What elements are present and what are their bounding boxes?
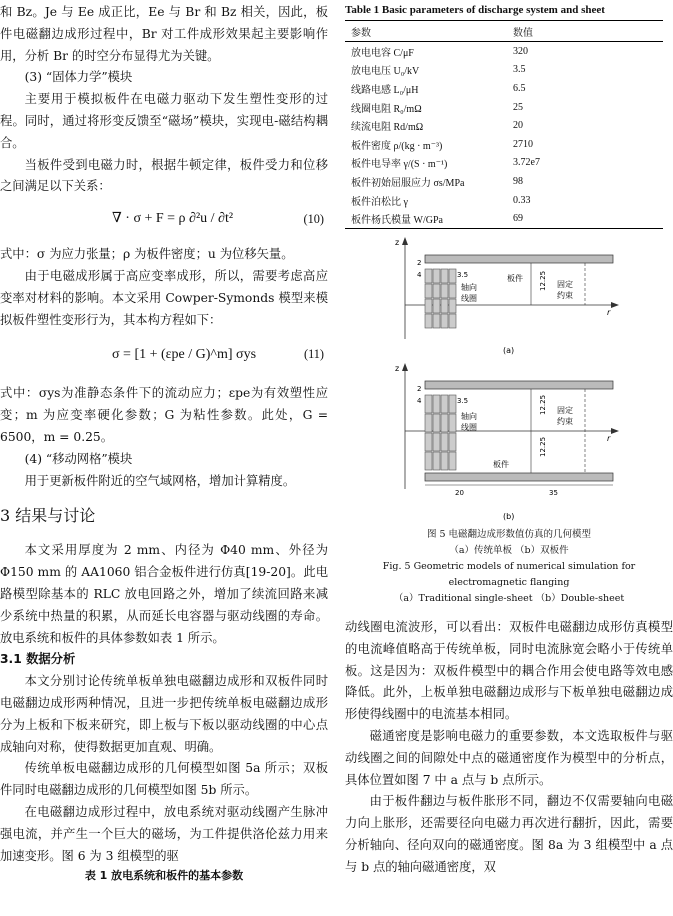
paragraph: 动线圈电流波形，可以看出：双板件电磁翻边成形仿真模型的电流峰值略高于传统单板，同时电流脉宽会略小于传统单板。这是因为：双板件模型中的耦合作用会使电路等效电感降低。此外，上板单独电磁翻边成形与下板单独电磁翻边成形使得线圈中的电流基本相同。 xyxy=(345,619,673,722)
equation-number: (11) xyxy=(303,347,324,362)
paragraph: 在电磁翻边成形过程中，放电系统对驱动线圈产生脉冲强电流，并产生一个巨大的磁场，为工件提供洛伦兹力用来加速变形。图 6 为 3 组模型的驱 xyxy=(0,804,328,863)
dim-label: 3.5 xyxy=(457,396,469,405)
table-row xyxy=(345,98,663,117)
table-cell: 320 xyxy=(513,45,528,57)
table-row xyxy=(345,209,663,228)
table-caption-cn: 表 1 放电系统和板件的基本参数 xyxy=(84,869,244,883)
paragraph: 本文分别讨论传统单板单独电磁翻边成形和双板件同时电磁翻边成形两种情况，且进一步把传统单板电磁翻边成形分为上板和下板来研究，即上板与下板以驱动线圈的中心点成轴向对称，使得数据更加直观、明确。 xyxy=(0,674,328,754)
table-cell: 3.5 xyxy=(513,64,526,76)
dim-label: 12.25 xyxy=(539,270,547,291)
figure-5a xyxy=(395,237,619,355)
table-cell: 线路电感 L₀/μH xyxy=(351,84,419,96)
table-cell: 69 xyxy=(507,209,663,228)
paragraph: 本文采用厚度为 2 mm、内径为 Φ40 mm、外径为 Φ150 mm 的 AA1060 铝合金板件进行仿真[19-20]。此电路模型除基本的 RLC 放电回路之外，增加了续流回路来减少系统中热量的积累，从而延长电容器与驱动线圈的寿命。放电系统和板件的具体参数如表 1 所示。 xyxy=(0,543,328,645)
paragraph: 由于电磁成形属于高应变率成形，所以，需要考虑高应变率对材料的影响。本文采用 Cowper-Symonds 模型来模拟板件塑性变形行为，其本构方程如下： xyxy=(0,268,328,327)
paragraph: 传统单板电磁翻边成形的几何模型如图 5a 所示；双板件同时电磁翻边成形的几何模型如图 5b 所示。 xyxy=(0,761,328,798)
sheet xyxy=(425,255,613,263)
equation-11 xyxy=(0,331,328,383)
module-heading-3: (3) “固体力学”模块 xyxy=(24,70,133,85)
table-cell: 2710 xyxy=(513,138,533,150)
sheet-label: 板件 xyxy=(507,273,523,283)
coil-label: 线圈 xyxy=(461,293,477,303)
dim-label: 3.5 xyxy=(457,270,469,279)
table-row xyxy=(345,154,663,173)
table-cell: 放电电压 U₀/kV xyxy=(351,66,420,78)
coil-label: 线圈 xyxy=(461,422,477,432)
figure-5-geometric-models xyxy=(345,235,673,527)
coil-label: 轴向 xyxy=(461,411,477,421)
table-row xyxy=(345,116,663,135)
table-cell: 板件电导率 γ/(S · m⁻¹) xyxy=(351,159,448,171)
table-row xyxy=(345,172,663,191)
fix-label: 约束 xyxy=(557,290,573,300)
z-arrow xyxy=(402,363,408,371)
module-heading-4: (4) “移动网格”模块 xyxy=(24,451,133,466)
figure-caption-cn-sub: （a）传统单板 （b）双板件 xyxy=(449,544,569,556)
figure-caption-en: electromagnetic flanging xyxy=(448,576,570,588)
table-cell: 3.72e7 xyxy=(513,157,540,169)
r-arrow xyxy=(611,302,619,308)
table-row xyxy=(345,135,663,154)
z-arrow xyxy=(402,237,408,245)
coil xyxy=(425,269,456,328)
lower-sheet xyxy=(425,473,613,481)
equation-body: σ = [1 + (εpe / G)^m] σys xyxy=(112,347,257,363)
equation-number: (10) xyxy=(303,212,324,227)
paragraph: 由于板件翻边与板件胀形不同，翻边不仅需要轴向电磁力向上胀形，还需要径向电磁力再次进行翻折，因此，需要分析轴向、径向双向的磁通密度。图 8a 为 3 组模型中 a 点与 b 点的轴向磁通密度，双 xyxy=(345,794,673,874)
table-cell: 6.5 xyxy=(513,82,526,94)
fix-label: 固定 xyxy=(557,279,573,289)
table-cell: 线圈电阻 R₀/mΩ xyxy=(351,103,422,115)
table-row xyxy=(345,79,663,98)
equation-10 xyxy=(0,198,328,244)
paragraph: 式中：σys为准静态条件下的流动应力；εpe为有效塑性应变；m 为应变率硬化参数；G 为粘性参数。此处，G = 6500，m = 0.25。 xyxy=(0,386,328,444)
table-header: 数值 xyxy=(507,21,663,42)
sheet-label: 板件 xyxy=(493,459,509,469)
table-cell: 98 xyxy=(513,175,523,187)
table-cell: 放电电容 C/μF xyxy=(351,47,414,59)
paragraph: 和 Bz。Je 与 Ee 成正比，Ee 与 Br 和 Bz 相关，因此，板件电磁翻边成形过程中，Br 对工件成形效果起主要影响作用，分析 Br 的时空分布显得尤为关键。 xyxy=(0,5,328,63)
section-heading: 3 结果与讨论 xyxy=(0,506,96,526)
figure-5b xyxy=(395,363,619,521)
paragraph: 用于更新板件附近的空气域网格，增加计算精度。 xyxy=(24,473,296,488)
coil-label: 轴向 xyxy=(461,282,477,292)
table-header: 参数 xyxy=(345,21,507,42)
table-cell: 板件杨氏模量 W/GPa xyxy=(345,209,507,228)
dim-label: 20 xyxy=(455,488,464,497)
dim-label: 12.25 xyxy=(539,436,547,457)
subsection-heading: 3.1 数据分析 xyxy=(0,652,76,667)
table-cell: 板件密度 ρ/(kg · m⁻³) xyxy=(351,140,443,152)
subfigure-label: (a) xyxy=(503,345,515,355)
upper-sheet xyxy=(425,381,613,389)
table-header-row xyxy=(345,21,663,42)
dim-label: 35 xyxy=(549,488,558,497)
axis-label: z xyxy=(395,237,400,247)
table-cell: 板件初始屈服应力 σs/MPa xyxy=(351,177,465,189)
paragraph: 式中：σ 为应力张量；ρ 为板件密度；u 为位移矢量。 xyxy=(0,247,294,262)
parameter-table xyxy=(345,20,663,229)
paragraph: 主要用于模拟板件在电磁力驱动下发生塑性变形的过程。同时，通过将形变反馈至“磁场”模块，实现电-磁结构耦合。 xyxy=(0,92,328,150)
equation-body: ∇ · σ + F = ρ ∂²u / ∂t² xyxy=(112,211,234,227)
right-column xyxy=(345,0,673,879)
r-arrow xyxy=(611,428,619,434)
fix-label: 固定 xyxy=(557,405,573,415)
table-row xyxy=(345,42,663,61)
dim-label: 2 xyxy=(417,258,422,267)
paragraph: 磁通密度是影响电磁力的重要参数，本文选取板件与驱动线圈之间的间隙处中点的磁通密度作为模型中的分析点，具体位置如图 7 中 a 点与 b 点所示。 xyxy=(345,728,673,787)
left-column xyxy=(0,0,328,885)
subfigure-label: (b) xyxy=(503,511,515,521)
paragraph: 当板件受到电磁力时，根据牛顿定律，板件受力和位移之间满足以下关系： xyxy=(0,157,328,194)
table-cell: 25 xyxy=(513,101,523,113)
fix-label: 约束 xyxy=(557,416,573,426)
dim-label: 4 xyxy=(417,270,422,279)
axis-label: r xyxy=(607,307,611,317)
coil xyxy=(425,395,456,470)
dim-label: 2 xyxy=(417,384,422,393)
figure-caption-cn: 图 5 电磁翻边成形数值仿真的几何模型 xyxy=(426,528,592,540)
table-row xyxy=(345,61,663,80)
axis-label: z xyxy=(395,363,400,373)
dim-label: 12.25 xyxy=(539,394,547,415)
table-row xyxy=(345,191,663,210)
figure-caption-en-sub: （a）Traditional single-sheet （b）Double-sheet xyxy=(393,592,625,604)
table-cell: 20 xyxy=(513,120,523,132)
table-cell: 0.33 xyxy=(513,194,531,206)
table-cell: 续流电阻 Rd/mΩ xyxy=(351,122,424,134)
table-title: Table 1 Basic parameters of discharge system and sheet xyxy=(345,4,605,16)
dim-label: 4 xyxy=(417,396,422,405)
axis-label: r xyxy=(607,433,611,443)
figure-caption-en: Fig. 5 Geometric models of numerical simulation for xyxy=(382,560,636,572)
table-cell: 板件泊松比 γ xyxy=(351,196,408,208)
